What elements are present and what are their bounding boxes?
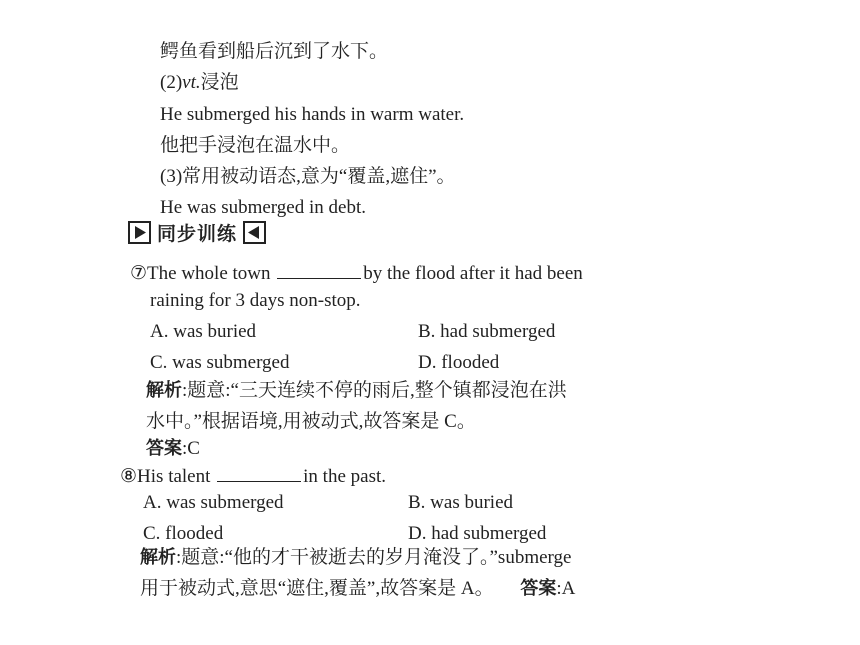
q7-option-a: A. was buried: [150, 321, 257, 342]
q7-stem-b: by the flood after it had been: [363, 263, 583, 284]
definition-2-pos: vt.: [182, 72, 201, 93]
q7-stem-line-1: [130, 258, 583, 286]
q8-answer-blank: [217, 461, 301, 482]
example-sentence-en-2: He was submerged in debt.: [160, 197, 366, 218]
q8-analysis-line-1: [140, 546, 571, 570]
q8-number: ⑧: [120, 466, 138, 487]
q7-option-b: B. had submerged: [418, 321, 556, 342]
q8-option-c: C. flooded: [143, 523, 224, 544]
q8-analysis-label: 解析: [140, 547, 176, 568]
q7-answer: [146, 437, 200, 461]
q7-analysis-line-1: [146, 379, 567, 403]
section-header: [128, 219, 266, 245]
q7-stem-line-2: raining for 3 days non-stop.: [150, 290, 361, 311]
play-left-icon: [243, 221, 266, 244]
definition-2-text: 浸泡: [200, 72, 239, 93]
line-chinese-translation-1: 鳄鱼看到船后沉到了水下。: [160, 41, 389, 62]
q8-option-d: D. had submerged: [408, 523, 547, 544]
example-sentence-en-1: He submerged his hands in warm water.: [160, 104, 465, 125]
q8-option-a: A. was submerged: [143, 492, 284, 513]
q8-answer-value: :A: [556, 578, 576, 599]
q7-stem-a: The whole town: [147, 263, 271, 284]
q8-stem-b: in the past.: [303, 466, 387, 487]
q8-analysis-line-2: [140, 577, 575, 601]
q8-answer-label: 答案: [520, 578, 557, 599]
q7-answer-blank: [277, 258, 361, 279]
q7-analysis-line-2: 水中。”根据语境,用被动式,故答案是 C。: [146, 411, 476, 432]
definition-2: [160, 71, 239, 95]
example-sentence-zh-1: 他把手浸泡在温水中。: [160, 135, 351, 156]
q8-answer: [520, 578, 575, 599]
definition-3: (3)常用被动语态,意为“覆盖,遮住”。: [160, 166, 456, 187]
q8-option-b: B. was buried: [408, 492, 514, 513]
q8-stem-a: His talent: [137, 466, 211, 487]
q7-answer-label: 答案: [146, 438, 182, 459]
q7-analysis-label: 解析: [146, 380, 182, 401]
q7-option-d: D. flooded: [418, 352, 500, 373]
definition-2-number: (2): [160, 72, 183, 93]
section-title: 同步训练: [157, 222, 238, 245]
q7-option-c: C. was submerged: [150, 352, 290, 373]
q7-answer-value: :C: [182, 438, 200, 459]
q8-analysis-text-2: 用于被动式,意思“遮住,覆盖”,故答案是 A。: [140, 578, 494, 599]
q8-analysis-text-1: :题意:“他的才干被逝去的岁月淹没了。”submerge: [176, 547, 572, 568]
q7-analysis-text-1: :题意:“三天连续不停的雨后,整个镇都浸泡在洪: [182, 380, 567, 401]
q8-stem-line-1: [120, 461, 386, 489]
play-right-icon: [128, 221, 151, 244]
q7-number: ⑦: [130, 263, 148, 284]
